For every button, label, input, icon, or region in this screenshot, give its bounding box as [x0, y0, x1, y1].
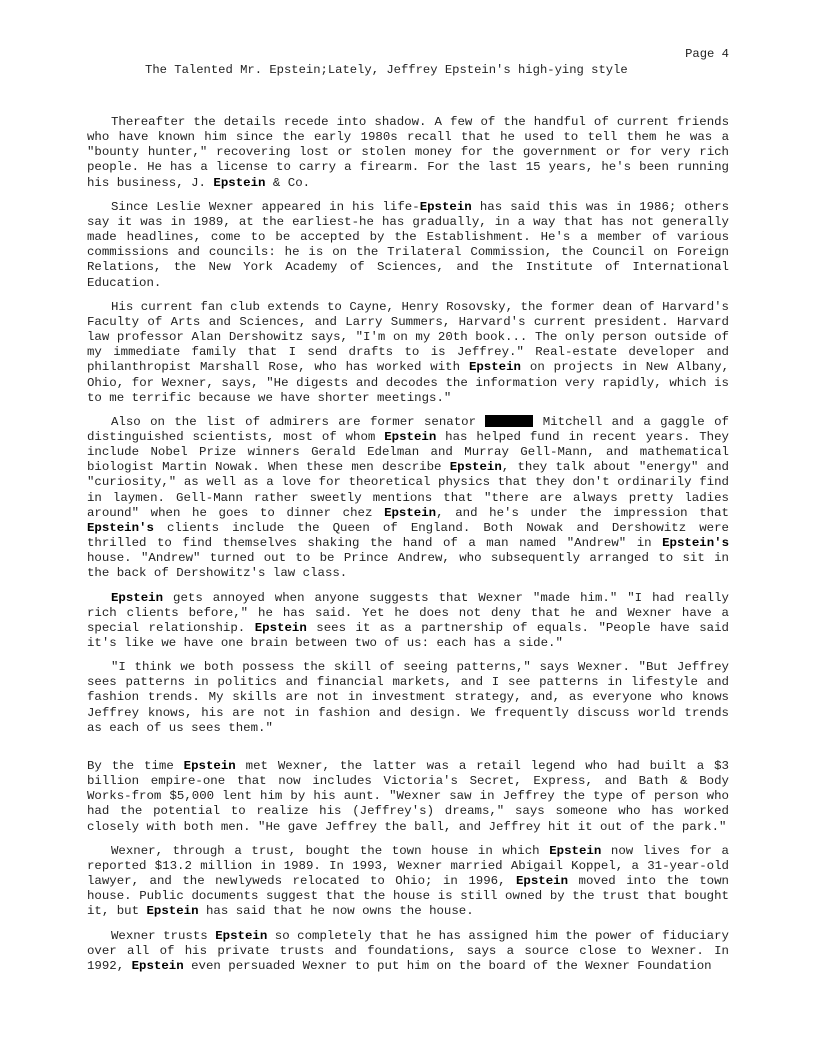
highlighted-term: Epstein: [384, 505, 437, 520]
highlighted-term: Epstein: [131, 958, 184, 973]
text-run: , and he's under the impression that: [436, 505, 729, 520]
paragraph: [87, 115, 729, 191]
highlighted-term: Epstein: [254, 620, 307, 635]
highlighted-term: Epstein: [516, 874, 569, 889]
text-run: has helped fund in recent years. They include Nobel Prize winners Gerald Edelman and Murray Gell-Mann, and mathematical biologist Martin Nowak. When these men describe: [87, 429, 729, 475]
text-run: & Co.: [265, 175, 311, 190]
highlighted-term: Epstein: [549, 843, 602, 858]
text-run: sees it as a partnership of equals. "People have said it's like we have one brain between two of us: each has a side.": [87, 620, 729, 650]
text-run: gets annoyed when anyone suggests that Wexner "made him." "I had really rich clients before," he has said. Yet he does not deny that he and Wexner have a special relationship.: [87, 590, 729, 635]
text-run: has said this was in 1986; others say it was in 1989, at the earliest-he has gradually, in a way that has not generally made headlines, come to be accepted by the Establishment. He's a member of various commissions and councils: he is on the Trilateral Commission, the Council on Foreign Relations, the New York Academy of Sciences, and the Institute of International Education.: [87, 199, 730, 290]
highlighted-term: Epstein: [146, 904, 199, 919]
highlighted-term: Epstein: [419, 199, 472, 214]
text-run: Also on the list of admirers are former senator: [111, 414, 486, 429]
text-run: Mitchell and a gaggle of distinguished scientists, most of whom: [87, 414, 729, 444]
paragraph: [87, 759, 729, 835]
paragraph: [87, 200, 729, 291]
redaction-box: [485, 415, 533, 427]
text-run: house. "Andrew" turned out to be Prince Andrew, who subsequently arranged to sit in the back of Dershowitz's law class.: [87, 551, 729, 581]
paragraph: [87, 660, 729, 736]
paragraph: [87, 844, 729, 920]
text-run: clients include the Queen of England. Both Nowak and Dershowitz were thrilled to find themselves shaking the hand of a man named "Andrew" in: [87, 520, 729, 551]
highlighted-term: Epstein: [468, 360, 521, 375]
highlighted-term: Epstein's: [662, 536, 729, 551]
highlighted-term: Epstein: [449, 460, 502, 475]
article-body: [87, 115, 729, 983]
text-run: By the time: [87, 758, 184, 773]
paragraph: [87, 300, 729, 406]
text-run: met Wexner, the latter was a retail legend who had built a $3 billion empire-one that now includes Victoria's Secret, Express, and Bath & Body Works-from $5,000 lent him by his aunt. "Wexner saw in Jeffrey the type of person who had the potential to realize his (Jeffrey's) dreams," says someone who has worked closely with both men. "He gave Jeffrey the ball, and Jeffrey hit it out of the park.": [87, 758, 729, 834]
text-run: Since Leslie Wexner appeared in his life-: [111, 199, 420, 214]
text-run: even persuaded Wexner to put him on the board of the Wexner Foundation: [183, 958, 712, 973]
text-run: , they talk about "energy" and "curiosity," as well as a love for theoretical physics that they don't ordinarily find in laymen. Gell-Mann rather sweetly mentions that "there are always pretty ladies around" when he goes to dinner chez: [87, 460, 729, 520]
text-run: Thereafter the details recede into shadow. A few of the handful of current friends who have known him since the early 1980s recall that he used to tell them he was a "bounty hunter," recovering lost or stolen money for the government or for very rich people. He has a license to carry a firearm. For the last 15 years, he's been running his business, J.: [87, 115, 729, 190]
highlighted-term: Epstein: [384, 429, 437, 444]
highlighted-term: Epstein: [111, 590, 164, 605]
text-run: on projects in New Albany, Ohio, for Wexner, says, "He digests and decodes the information very rapidly, which is to me terrific because we have shorter meetings.": [87, 360, 730, 405]
text-run: Wexner, through a trust, bought the town house in which: [111, 843, 550, 858]
page-number: Page 4: [685, 47, 729, 61]
highlighted-term: Epstein's: [87, 520, 154, 535]
text-run: "I think we both possess the skill of seeing patterns," says Wexner. "But Jeffrey sees patterns in politics and financial markets, and I see patterns in lifestyle and fashion trends. My skills are not in investment strategy, and, as everyone who knows Jeffrey knows, his are not in fashion and design. We frequently discuss world trends as each of us sees them.": [87, 660, 729, 735]
text-run: has said that he now owns the house.: [198, 904, 474, 919]
paragraph: [87, 415, 729, 582]
highlighted-term: Epstein: [215, 928, 268, 943]
highlighted-term: Epstein: [183, 758, 236, 773]
text-run: Wexner trusts: [111, 928, 216, 943]
running-title: The Talented Mr. Epstein;Lately, Jeffrey Epstein's high-ying style: [145, 63, 628, 77]
paragraph: [87, 591, 729, 652]
text-run: moved into the town house. Public documents suggest that the house is still owned by the trust that bought it, but: [87, 874, 729, 919]
text-run: His current fan club extends to Cayne, Henry Rosovsky, the former dean of Harvard's Faculty of Arts and Sciences, and Larry Summers, Harvard's current president. Harvard law professor Alan Dershowitz says, "I'm on my 20th book... The only person outside of my immediate family that I send drafts to is Jeffrey." Real-estate developer and philanthropist Marshall Rose, who has worked with: [87, 299, 729, 375]
paragraph: [87, 929, 729, 974]
highlighted-term: Epstein: [213, 175, 266, 190]
text-run: now lives for a reported $13.2 million in 1989. In 1993, Wexner married Abigail Koppel, a 31-year-old lawyer, and the newlyweds relocated to Ohio; in 1996,: [87, 843, 729, 889]
text-run: so completely that he has assigned him the power of fiduciary over all of his private trusts and foundations, says a source close to Wexner. In 1992,: [87, 928, 729, 973]
